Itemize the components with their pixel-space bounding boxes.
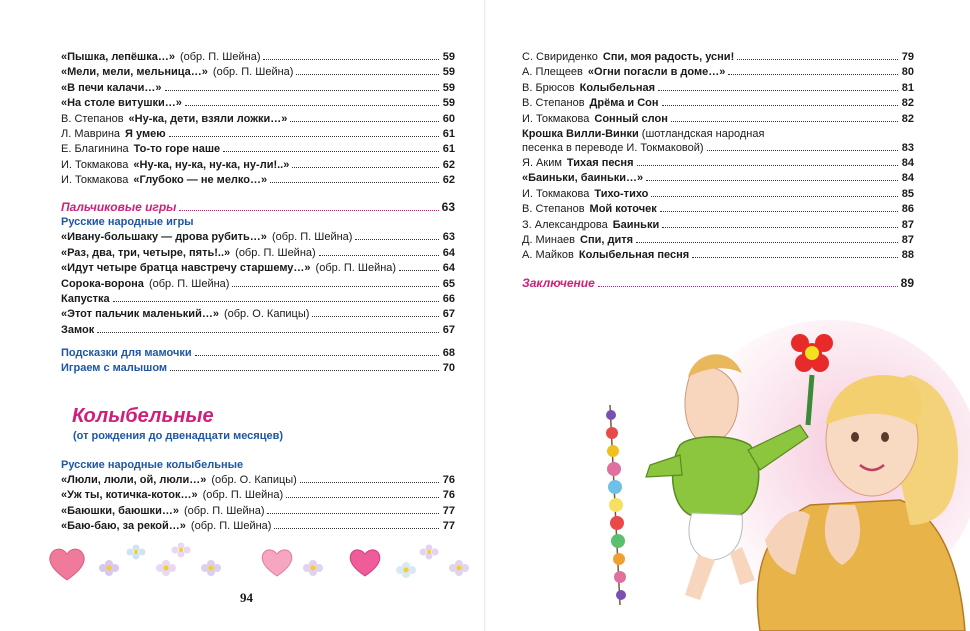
toc-block-2 <box>61 200 455 338</box>
toc-row-multiline[interactable]: Крошка Вилли-Винки (шотландская народная песенка в переводе И. Токмаковой) 83 <box>522 127 914 154</box>
toc-block-conclusion <box>522 276 914 291</box>
toc-row[interactable]: «Люли, люли, ой, люли…» (обр. О. Капицы) 76 <box>61 474 455 486</box>
right-page <box>485 0 970 631</box>
toc-row[interactable]: «Баиньки, баиньки…» 84 <box>522 172 914 185</box>
toc-row[interactable]: «Баюшки, баюшки…» (обр. П. Шейна) 77 <box>61 504 455 517</box>
lullabies-subheading: (от рождения до двенадцати месяцев) <box>73 430 284 442</box>
toc-row[interactable]: В. Степанов Дрёма и Сон 82 <box>522 97 914 110</box>
toc-block-right <box>522 50 914 264</box>
toc-row[interactable]: «Мели, мели, мельница…» (обр. П. Шейна) 59 <box>61 66 455 79</box>
lullabies-heading: Колыбельные <box>72 405 214 427</box>
toc-row-tips[interactable]: Подсказки для мамочки 68 <box>61 347 455 359</box>
toc-row[interactable]: «Пышка, лепёшка…» (обр. П. Шейна) 59 <box>61 51 455 63</box>
toc-row-play[interactable]: Играем с малышом 70 <box>61 362 455 375</box>
toc-row[interactable]: В. Степанов «Ну-ка, дети, взяли ложки…» 60 <box>61 112 455 125</box>
flower-icon <box>127 545 146 560</box>
toc-row[interactable]: И. Токмакова Тихо-тихо 85 <box>522 187 914 200</box>
hearts-flowers-decoration <box>45 538 475 588</box>
toc-row[interactable]: «Идут четыре братца навстречу старшему…» (обр. П. Шейна) 64 <box>61 262 455 275</box>
heart-icon <box>262 550 292 576</box>
flower-icon <box>99 560 119 576</box>
toc-row[interactable]: С. Свириденко Спи, моя радость, усни! 79 <box>522 51 914 63</box>
toc-row[interactable]: «Уж ты, котичка-коток…» (обр. П. Шейна) 76 <box>61 489 455 502</box>
section-finger-games[interactable]: Пальчиковые игры 63 <box>61 200 455 214</box>
toc-row[interactable]: «Ивану-большаку — дрова рубить…» (обр. П. Шейна) 63 <box>61 231 455 244</box>
toc-row[interactable]: В. Степанов Мой коточек 86 <box>522 203 914 216</box>
flower-icon <box>156 560 176 576</box>
toc-row[interactable]: Л. Маврина Я умею 61 <box>61 127 455 140</box>
flower-icon <box>396 562 416 578</box>
toc-row[interactable]: «Раз, два, три, четыре, пять!..» (обр. П. Шейна) 64 <box>61 246 455 259</box>
section-conclusion[interactable]: Заключение 89 <box>522 276 914 290</box>
mother-baby-illustration <box>580 315 970 631</box>
page-number: 94 <box>240 590 253 605</box>
toc-row[interactable]: И. Токмакова «Глубоко — не мелко…» 62 <box>61 174 455 187</box>
flower-icon <box>420 545 439 560</box>
toc-row[interactable]: «Баю-баю, за рекой…» (обр. П. Шейна) 77 <box>61 520 455 533</box>
toc-row[interactable]: Капустка 66 <box>61 292 455 305</box>
toc-block-4 <box>61 458 455 535</box>
toc-row[interactable]: Е. Благинина То-то горе наше 61 <box>61 143 455 156</box>
subsection-folk-games: Русские народные игры <box>61 216 194 229</box>
toc-row[interactable]: Замок 67 <box>61 323 455 336</box>
toc-block-3 <box>61 346 455 377</box>
toc-row[interactable]: З. Александрова Баиньки 87 <box>522 218 914 231</box>
toc-row[interactable]: «В печи калачи…» 59 <box>61 81 455 94</box>
toc-block-1 <box>61 50 455 189</box>
flower-icon <box>201 560 221 576</box>
heart-icon <box>350 550 380 576</box>
toc-row[interactable]: «На столе витушки…» 59 <box>61 97 455 110</box>
toc-row[interactable]: Сорока-ворона (обр. П. Шейна) 65 <box>61 277 455 290</box>
toc-row[interactable]: А. Майков Колыбельная песня 88 <box>522 249 914 262</box>
bead-rattle-toy <box>606 405 626 605</box>
heart-icon <box>50 549 84 580</box>
toc-row[interactable]: И. Токмакова Сонный слон 82 <box>522 112 914 125</box>
flower-icon <box>172 543 191 558</box>
toc-row[interactable]: В. Брюсов Колыбельная 81 <box>522 81 914 94</box>
flower-icon <box>303 560 323 576</box>
toc-row[interactable]: «Этот пальчик маленький…» (обр. О. Капицы) 67 <box>61 308 455 321</box>
subsection-folk-lullabies: Русские народные колыбельные <box>61 459 244 471</box>
toc-row[interactable]: Д. Минаев Спи, дитя 87 <box>522 233 914 246</box>
toc-row[interactable]: И. Токмакова «Ну-ка, ну-ка, ну-ка, ну-ли!..» 62 <box>61 158 455 171</box>
flower-icon <box>449 560 469 576</box>
toc-row[interactable]: А. Плещеев «Огни погасли в доме…» 80 <box>522 66 914 79</box>
toc-row[interactable]: Я. Аким Тихая песня 84 <box>522 156 914 169</box>
